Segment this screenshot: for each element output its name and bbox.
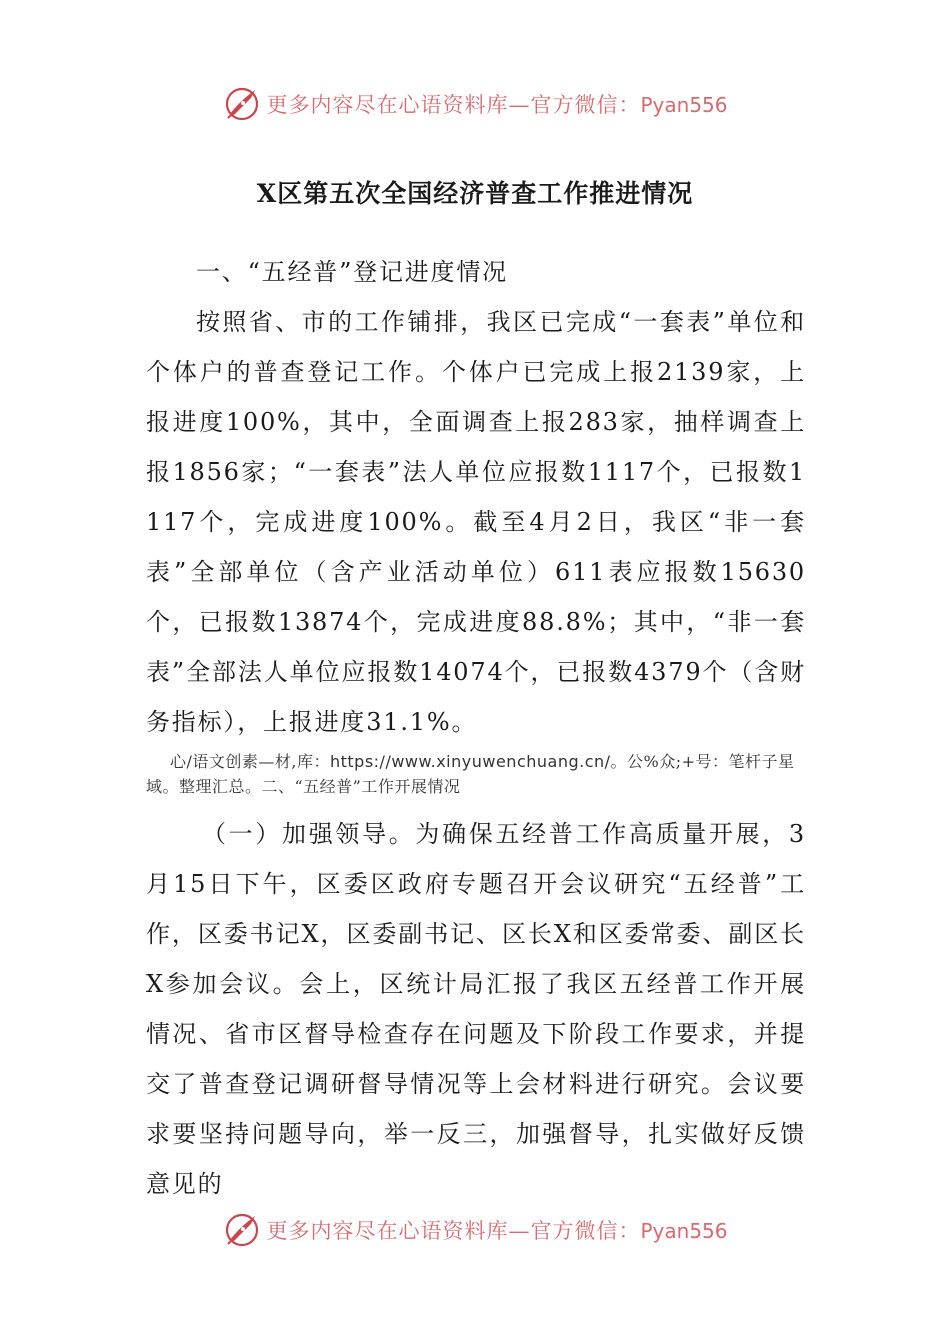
paragraph-leadership: （一）加强领导。为确保五经普工作高质量开展，3月15日下午，区委区政府专题召开会议研究“五经普”工作，区委书记X，区委副书记、区长X和区委常委、副区长X参加会议。会上，区统计局汇报了我区五经普工作开展情况、省市区督导检查存在问题及下阶段工作要求，并提交了普查登记调研督导情况等上会材料进行研究。会议要求要坚持问题导向，举一反三，加强督导，扎实做好反馈意见的 [146, 820, 806, 1198]
pen-nib-circle-icon [222, 1210, 262, 1250]
section-heading-1: 一、“五经普”登记进度情况 [196, 258, 508, 286]
banner-wechat-id: Pyan556 [640, 93, 728, 117]
document-title: X区第五次全国经济普查工作推进情况 [256, 179, 694, 208]
document-body [146, 247, 806, 1209]
banner-wechat-id: Pyan556 [640, 1219, 728, 1243]
note-url: https://www.xinyuwenchuang.cn/ [329, 752, 611, 771]
header-banner [0, 82, 950, 126]
paragraph-registration-progress: 按照省、市的工作铺排，我区已完成“一套表”单位和个体户的普查登记工作。个体户已完成上报2139家，上报进度100%，其中，全面调查上报283家，抽样调查上报1856家；“一套表”法人单位应报数1117个，已报数1117个，完成进度100%。截至4月2日，我区“非一套表”全部单位（含产业活动单位）611表应报数15630个，已报数13874个，完成进度88.8%；其中，“非一套表”全部法人单位应报数14074个，已报数4379个（含财务指标），上报进度31.1%。 [146, 308, 806, 736]
watermark-note: 心/语文创素—材,库：https://www.xinyuwenchuang.cn/。公%众;+号：笔杆子星域。整理汇总。二、“五经普”工作开展情况 [146, 752, 795, 796]
footer-banner [0, 1208, 950, 1252]
banner-text: 更多内容尽在心语资料库—官方微信：Pyan556 [266, 93, 728, 117]
banner-text: 更多内容尽在心语资料库—官方微信：Pyan556 [266, 1219, 728, 1243]
pen-nib-circle-icon [222, 84, 262, 124]
